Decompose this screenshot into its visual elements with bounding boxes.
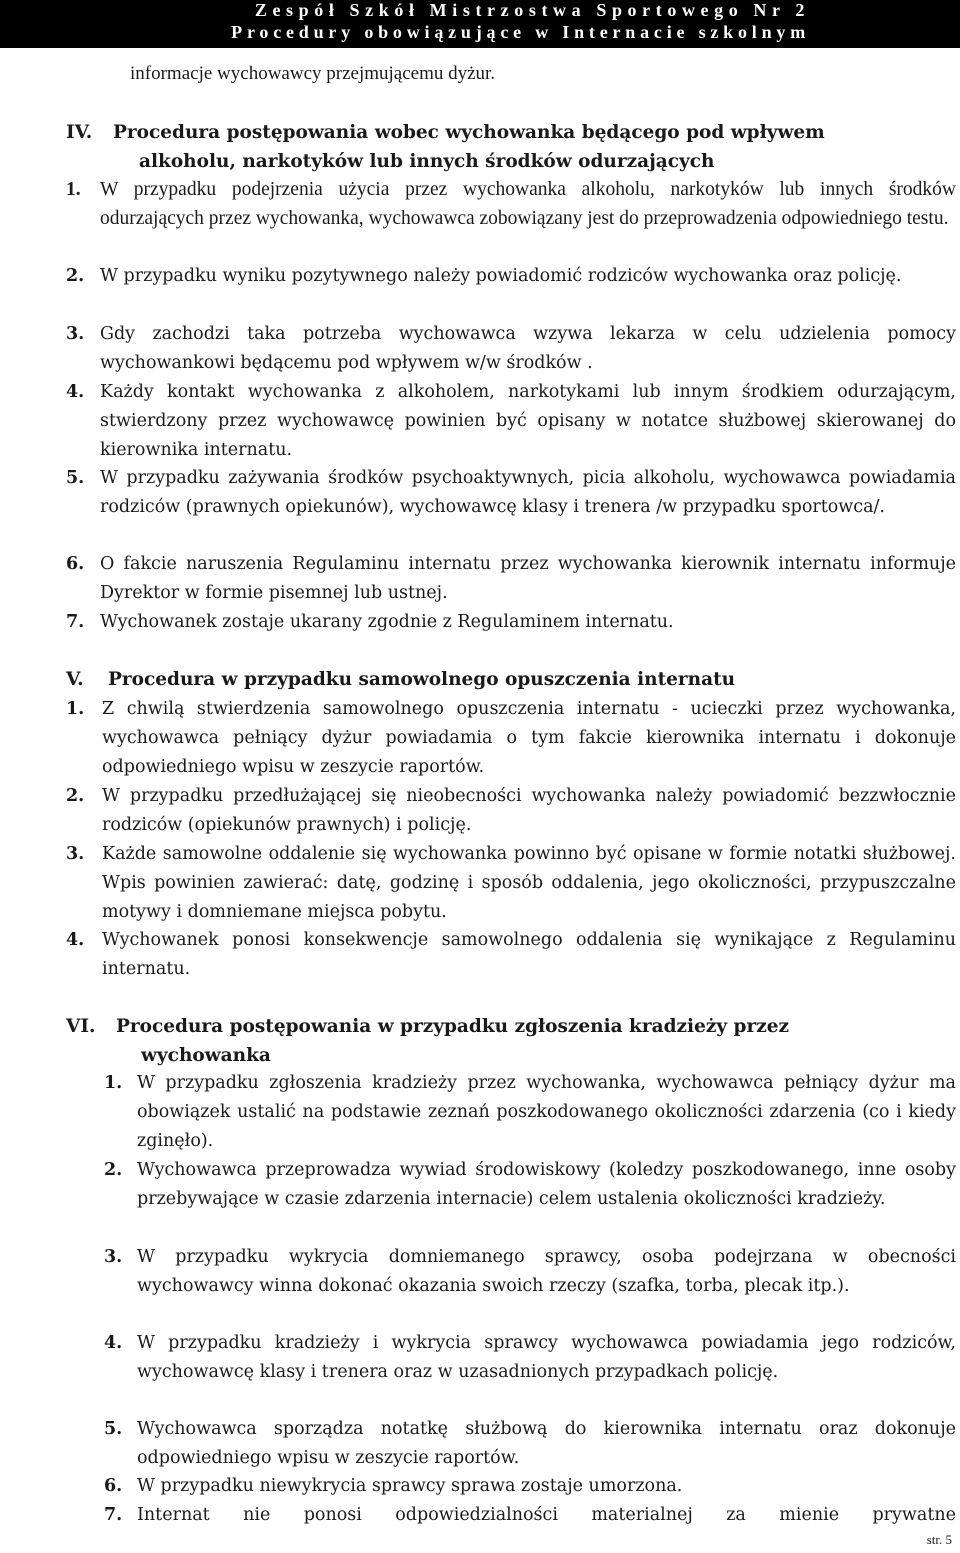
section-iv-title-line2: alkoholu, narkotyków lub innych środków odurzających <box>139 151 715 172</box>
section-vi-title-line1: Procedura postępowania w przypadku zgłoszenia kradzieży przez <box>116 1016 790 1037</box>
section-vi-item-7 <box>104 1501 956 1530</box>
item-text: Wychowanek ponosi konsekwencje samowolnego oddalenia się wynikające z Regulaminu internatu. <box>102 930 956 979</box>
section-iv-item-4 <box>66 378 956 465</box>
item-number: 1. <box>66 699 85 719</box>
section-vi-item-1 <box>104 1069 956 1156</box>
item-number: 7. <box>104 1505 123 1525</box>
section-v-item-1 <box>66 695 956 782</box>
item-text: W przypadku niewykrycia sprawcy sprawa zostaje umorzona. <box>137 1476 683 1496</box>
page-number: str. 5 <box>926 1532 952 1547</box>
item-number: 5. <box>66 468 85 488</box>
section-iv-item-2 <box>66 262 956 291</box>
item-number: 2. <box>66 786 85 806</box>
item-number: 3. <box>104 1247 123 1267</box>
item-text: W przypadku wyniku pozytywnego należy powiadomić rodziców wychowanka oraz policję. <box>100 266 902 286</box>
section-vi-heading <box>66 1012 946 1070</box>
section-vi-item-4 <box>104 1329 956 1387</box>
section-iv-item-6 <box>66 550 956 608</box>
item-text: Internat nie ponosi odpowiedzialności materialnej za mienie prywatne <box>137 1505 956 1525</box>
section-iv-item-5 <box>66 464 956 522</box>
item-number: 3. <box>66 324 85 344</box>
section-iv-number: IV. <box>66 122 93 143</box>
item-text: O fakcie naruszenia Regulaminu internatu przez wychowanka kierownik internatu informuje Dyrektor w formie pisemnej lub ustnej. <box>100 554 956 603</box>
section-iv-item-7 <box>66 608 956 637</box>
item-text: W przypadku przedłużającej się nieobecności wychowanka należy powiadomić bezzwłocznie rodziców (opiekunów prawnych) i policję. <box>102 786 956 835</box>
section-v-item-4 <box>66 926 956 984</box>
item-text: W przypadku wykrycia domniemanego sprawcy, osoba podejrzana w obecności wychowawcy winna dokonać okazania swoich rzeczy (szafka, torba, plecak itp.). <box>137 1247 956 1296</box>
section-v-heading <box>66 665 946 694</box>
item-number: 4. <box>104 1333 123 1353</box>
item-number: 1. <box>104 1073 123 1093</box>
item-text: Każde samowolne oddalenie się wychowanka powinno być opisane w formie notatki służbowej. Wpis powinien zawierać: datę, godzinę i sposób oddalenia, jego okoliczności, przypuszczalne motywy i domniemane miejsca pobytu. <box>102 844 956 922</box>
section-iv-item-1 <box>66 175 956 233</box>
section-vi-title-line2: wychowanka <box>141 1045 271 1066</box>
item-text: W przypadku podejrzenia użycia przez wychowanka alkoholu, narkotyków lub innych środków odurzających przez wychowanka, wychowawca zobowiązany jest do przeprowadzenia odpowiedniego testu. <box>100 179 956 229</box>
section-v-item-3 <box>66 840 956 927</box>
item-text: W przypadku zażywania środków psychoaktywnych, picia alkoholu, wychowawca powiadamia rodziców (prawnych opiekunów), wychowawcę klasy i trenera /w przypadku sportowca/. <box>100 468 956 517</box>
header-school-name: Zespół Szkół Mistrzostwa Sportowego Nr 2 <box>254 0 810 20</box>
item-number: 6. <box>104 1476 123 1496</box>
section-vi-item-6 <box>104 1472 956 1501</box>
item-number: 7. <box>66 612 85 632</box>
item-text: W przypadku zgłoszenia kradzieży przez wychowanka, wychowawca pełniący dyżur ma obowiązek ustalić na podstawie zeznań poszkodowanego okoliczności zdarzenia (co i kiedy zginęło). <box>137 1073 956 1151</box>
section-vi-item-5 <box>104 1415 956 1473</box>
page-header <box>0 0 960 48</box>
continuation-fragment: informacje wychowawcy przejmującemu dyżur. <box>130 63 496 84</box>
item-number: 5. <box>104 1419 123 1439</box>
item-number: 3. <box>66 844 85 864</box>
item-text: Z chwilą stwierdzenia samowolnego opuszczenia internatu - ucieczki przez wychowanka, wychowawca pełniący dyżur powiadamia o tym fakcie kierownika internatu i dokonuje odpowiedniego wpisu w zeszycie raportów. <box>102 699 956 777</box>
item-number: 2. <box>66 266 85 286</box>
item-text: W przypadku kradzieży i wykrycia sprawcy wychowawca powiadamia jego rodziców, wychowawcę klasy i trenera oraz w uzasadnionych przypadkach policję. <box>137 1333 956 1382</box>
item-text: Wychowawca sporządza notatkę służbową do kierownika internatu oraz dokonuje odpowiedniego wpisu w zeszycie raportów. <box>137 1419 956 1468</box>
item-text: Wychowanek zostaje ukarany zgodnie z Regulaminem internatu. <box>100 612 674 632</box>
section-vi-item-3 <box>104 1243 956 1301</box>
section-v-item-2 <box>66 782 956 840</box>
section-v-number: V. <box>66 669 84 690</box>
section-iv-heading <box>66 118 946 176</box>
item-number: 2. <box>104 1160 123 1180</box>
section-iv-title-line1: Procedura postępowania wobec wychowanka będącego pod wpływem <box>113 122 825 143</box>
item-number: 4. <box>66 382 85 402</box>
item-number: 1. <box>66 179 81 200</box>
item-number: 4. <box>66 930 85 950</box>
section-vi-number: VI. <box>66 1016 96 1037</box>
item-text: Gdy zachodzi taka potrzeba wychowawca wzywa lekarza w celu udzielenia pomocy wychowankowi będącemu pod wpływem w/w środków . <box>100 324 956 373</box>
item-text: Wychowawca przeprowadza wywiad środowiskowy (koledzy poszkodowanego, inne osoby przebywające w czasie zdarzenia internacie) celem ustalenia okoliczności kradzieży. <box>137 1160 956 1209</box>
section-vi-item-2 <box>104 1156 956 1214</box>
item-number: 6. <box>66 554 85 574</box>
section-v-title: Procedura w przypadku samowolnego opuszczenia internatu <box>108 669 736 690</box>
item-text: Każdy kontakt wychowanka z alkoholem, narkotykami lub innym środkiem odurzającym, stwierdzony przez wychowawcę powinien być opisany w notatce służbowej skierowanej do kierownika internatu. <box>100 382 956 460</box>
section-iv-item-3 <box>66 320 956 378</box>
header-document-title: Procedury obowiązujące w Internacie szkolnym <box>231 22 810 42</box>
